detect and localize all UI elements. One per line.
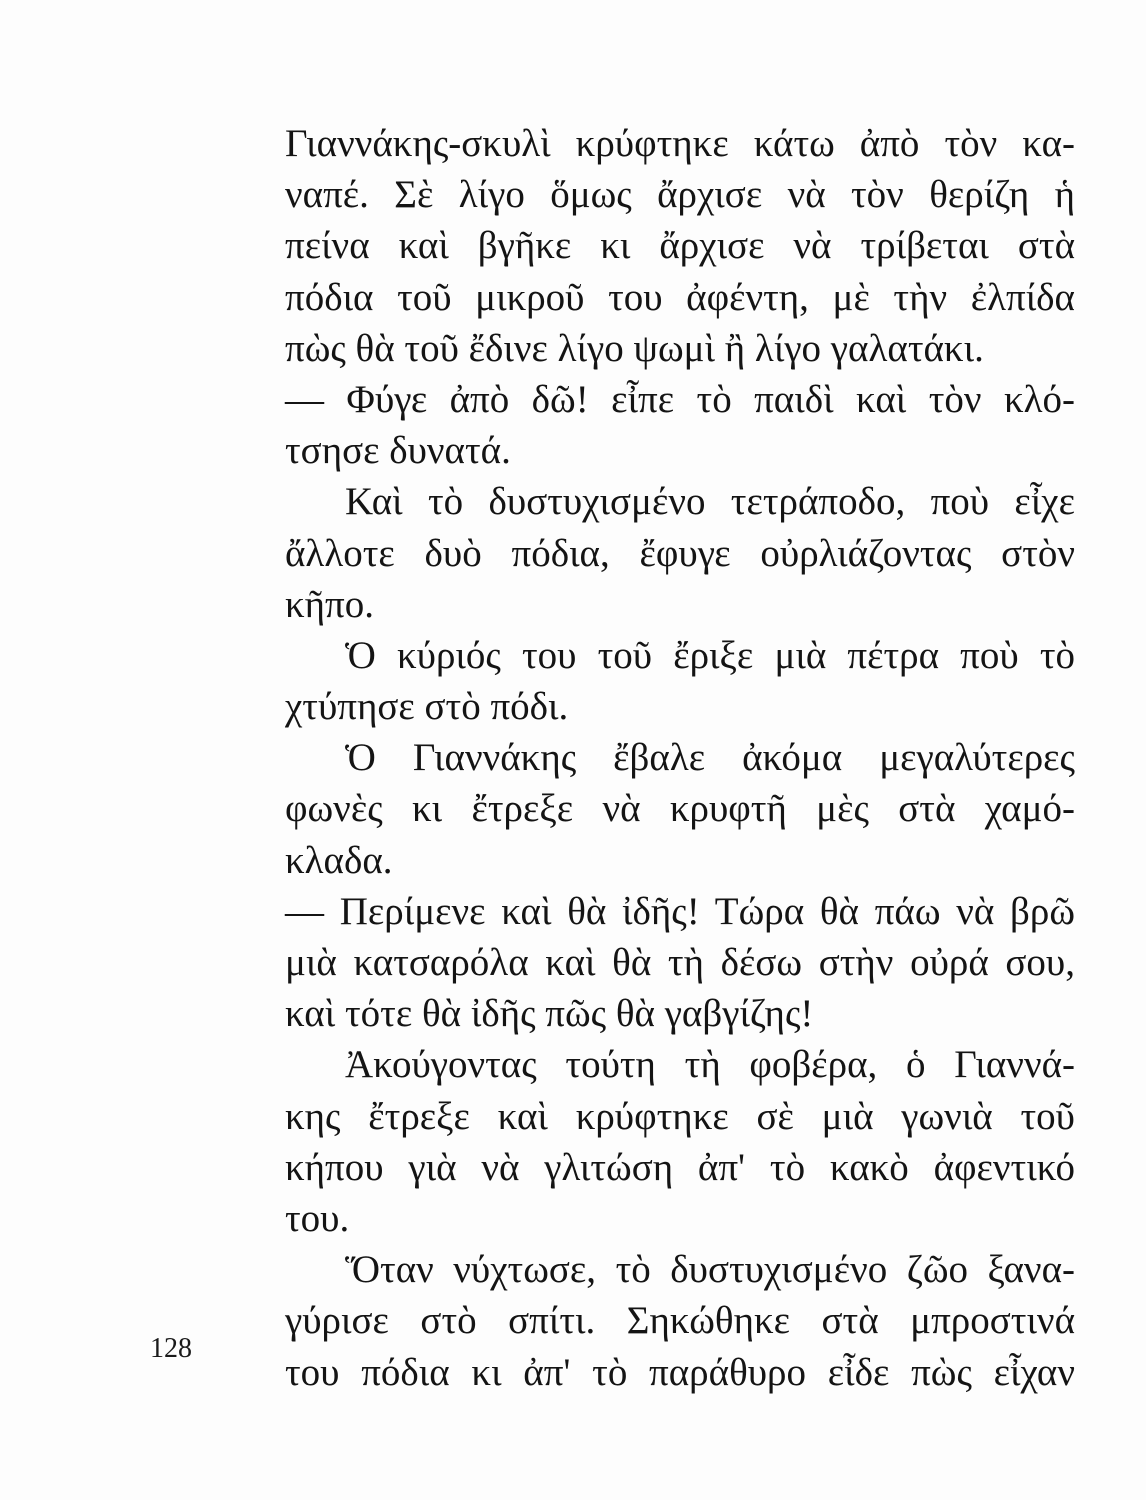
text-line: καὶ τότε θὰ ἰδῆς πῶς θὰ γαβγίζης!	[285, 992, 814, 1036]
text-line: φωνὲς κι ἔτρεξε νὰ κρυφτῆ μὲς στὰ χαμό-	[285, 787, 1075, 831]
text-line: του πόδια κι ἀπ' τὸ παράθυρο εἶδε πὼς εἶχαν	[285, 1350, 1075, 1394]
text-line: πείνα καὶ βγῆκε κι ἄρχισε νὰ τρίβεται στὰ	[285, 224, 1075, 268]
text-line: χτύπησε στὸ πόδι.	[285, 685, 569, 729]
text-line: μιὰ κατσαρόλα καὶ θὰ τὴ δέσω στὴν οὐρά σου,	[285, 941, 1075, 984]
text-line: κης ἔτρεξε καὶ κρύφτηκε σὲ μιὰ γωνιὰ τοῦ	[285, 1094, 1075, 1138]
text-line: πόδια τοῦ μικροῦ του ἀφέντη, μὲ τὴν ἐλπίδα	[285, 275, 1075, 319]
text-line: Ὅταν νύχτωσε, τὸ δυστυχισμένο ζῶο ξανα-	[345, 1248, 1075, 1292]
text-line: κλαδα.	[285, 838, 393, 882]
text-line: πὼς θὰ τοῦ ἔδινε λίγο ψωμὶ ἢ λίγο γαλατάκι.	[285, 326, 984, 370]
text-line: γύρισε στὸ σπίτι. Σηκώθηκε στὰ μπροστινά	[285, 1299, 1075, 1343]
text-line: Ὁ Γιαννάκης ἔβαλε ἀκόμα μεγαλύτερες	[345, 736, 1075, 780]
text-line: του.	[285, 1196, 350, 1240]
text-line: ναπέ. Σὲ λίγο ὅμως ἄρχισε νὰ τὸν θερίζη ἡ	[285, 173, 1075, 217]
text-line: — Φύγε ἀπὸ δῶ! εἶπε τὸ παιδὶ καὶ τὸν κλό-	[285, 377, 1075, 421]
text-line: Καὶ τὸ δυστυχισμένο τετράποδο, ποὺ εἶχε	[345, 480, 1075, 524]
text-line: τσησε δυνατά.	[285, 429, 511, 473]
text-line: Ὁ κύριός του τοῦ ἔριξε μιὰ πέτρα ποὺ τὸ	[345, 633, 1075, 677]
text-line: Ἀκούγοντας τούτη τὴ φοβέρα, ὁ Γιαννά-	[345, 1043, 1075, 1087]
text-line: Γιαννάκης-σκυλὶ κρύφτηκε κάτω ἀπὸ τὸν κα-	[285, 122, 1075, 165]
page-number: 128	[150, 1333, 192, 1364]
text-line: — Περίμενε καὶ θὰ ἰδῆς! Τώρα θὰ πάω νὰ βρῶ	[285, 889, 1075, 933]
text-line: ἄλλοτε δυὸ πόδια, ἔφυγε οὐρλιάζοντας στὸν	[285, 531, 1075, 575]
page-body-text	[285, 118, 1075, 1398]
text-line: κῆπο.	[285, 582, 374, 626]
text-line: κήπου γιὰ νὰ γλιτώση ἀπ' τὸ κακὸ ἀφεντικό	[285, 1145, 1075, 1189]
